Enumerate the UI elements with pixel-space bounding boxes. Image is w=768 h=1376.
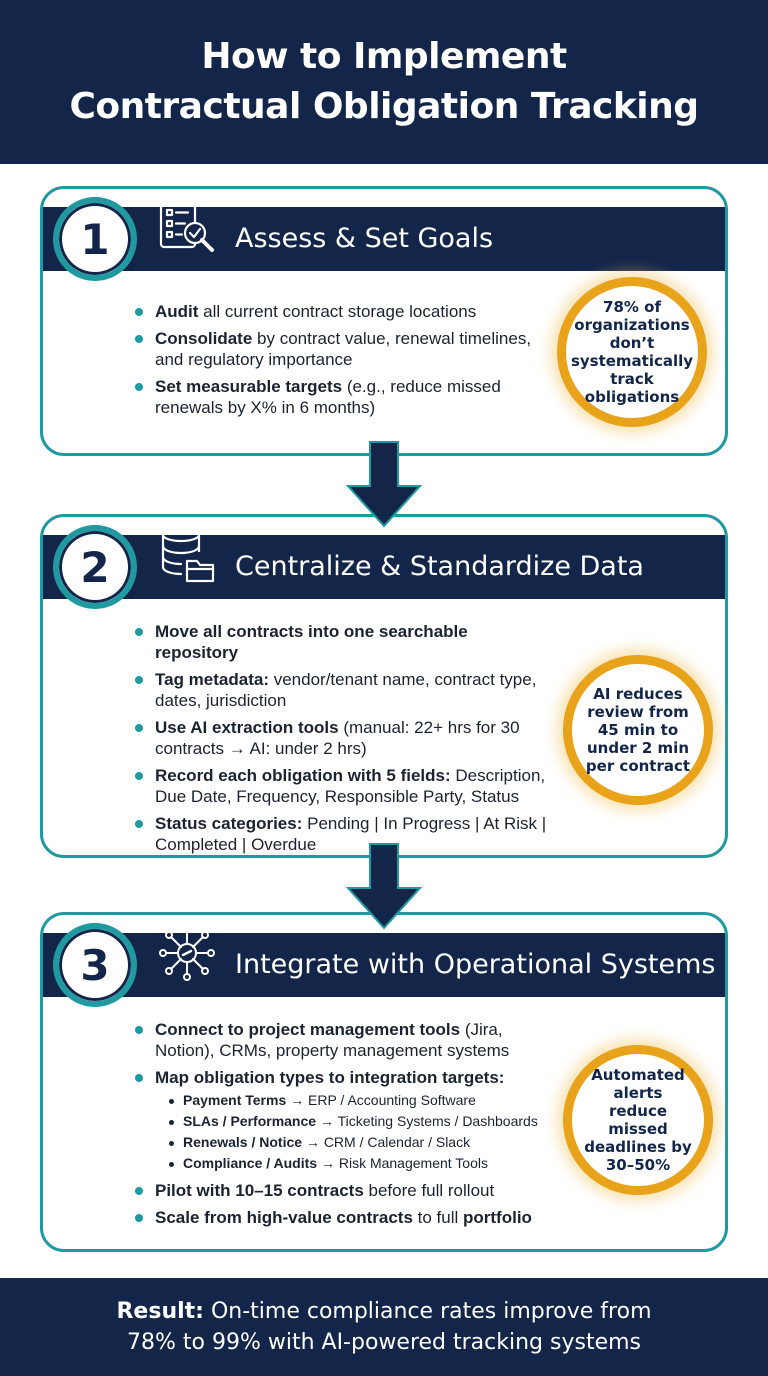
step-3-bullet-list [135, 1019, 565, 1234]
checklist-magnifier-icon [155, 195, 219, 259]
list-item: SLAs / Performance → Ticketing Systems / Dashboards [169, 1111, 565, 1132]
step-2-bullet-list [135, 621, 555, 861]
list-item: Scale from high-value contracts to full portfolio [135, 1207, 565, 1228]
step-2-header-band [43, 535, 725, 599]
step-1-title: Assess & Set Goals [235, 223, 494, 254]
title-line-2: Contractual Obligation Tracking [69, 86, 699, 127]
result-text [116, 1296, 651, 1358]
down-arrow-icon [344, 440, 424, 530]
list-item: Status categories: Pending | In Progress | At Risk | Completed | Overdue [135, 813, 555, 855]
list-item: Use AI extraction tools (manual: 22+ hrs for 30 contracts → AI: under 2 hrs) [135, 717, 555, 759]
step-1-card [40, 186, 728, 456]
step-3-card [40, 912, 728, 1252]
list-item: Set measurable targets (e.g., reduce missed renewals by X% in 6 months) [135, 376, 535, 418]
result-footer [0, 1278, 768, 1376]
step-2-stat-text: AI reduces review from 45 min to under 2 min per contract [585, 685, 691, 775]
step-2-number-badge [53, 525, 137, 609]
list-item: Map obligation types to integration targets: Payment Terms → ERP / Accounting Software SLAs / Performance → Ticketing Systems / Dashboards Renewals / Notice → CRM / Calendar / Slack Compliance / Audits → Risk Management Tools [135, 1067, 565, 1174]
list-item: Audit all current contract storage locations [135, 301, 535, 322]
step-3-stat-badge [563, 1045, 713, 1195]
down-arrow-icon [344, 842, 424, 932]
step-2-number: 2 [80, 542, 110, 592]
step-1-header-band [43, 207, 725, 271]
title-line-1: How to Implement [201, 36, 567, 77]
step-2-title: Centralize & Standardize Data [235, 551, 644, 582]
step-2-card [40, 514, 728, 858]
result-label: Result: [116, 1299, 204, 1324]
network-hub-icon [155, 921, 219, 985]
result-line-1: On-time compliance rates improve from [203, 1299, 652, 1324]
list-item: Move all contracts into one searchable repository [135, 621, 555, 663]
result-line-2: 78% to 99% with AI-powered tracking systems [126, 1330, 641, 1355]
page-title [69, 32, 698, 132]
step-1-bullet-list [135, 301, 535, 424]
database-folder-icon [155, 523, 219, 587]
list-item: Connect to project management tools (Jira, Notion), CRMs, property management systems [135, 1019, 565, 1061]
step-1-number: 1 [80, 214, 110, 264]
step-3-title: Integrate with Operational Systems [235, 949, 716, 980]
step-3-number-badge [53, 923, 137, 1007]
step-1-number-badge [53, 197, 137, 281]
header-banner [0, 0, 768, 164]
list-item: Record each obligation with 5 fields: Description, Due Date, Frequency, Responsible Party, Status [135, 765, 555, 807]
step-3-number: 3 [80, 940, 110, 990]
list-item: Tag metadata: vendor/tenant name, contract type, dates, jurisdiction [135, 669, 555, 711]
list-item: Consolidate by contract value, renewal timelines, and regulatory importance [135, 328, 535, 370]
step-3-stat-text: Automated alerts reduce missed deadlines by 30–50% [584, 1066, 692, 1174]
step-1-stat-badge [557, 277, 707, 427]
step-2-stat-badge [563, 655, 713, 805]
list-item: Compliance / Audits → Risk Management Tools [169, 1153, 565, 1174]
step-1-stat-text: 78% of organizations don’t systematically track obligations [570, 298, 694, 406]
integration-mapping-list [169, 1090, 565, 1174]
list-item: Pilot with 10–15 contracts before full rollout [135, 1180, 565, 1201]
step-3-header-band [43, 933, 725, 997]
list-item: Payment Terms → ERP / Accounting Software [169, 1090, 565, 1111]
list-item: Renewals / Notice → CRM / Calendar / Slack [169, 1132, 565, 1153]
